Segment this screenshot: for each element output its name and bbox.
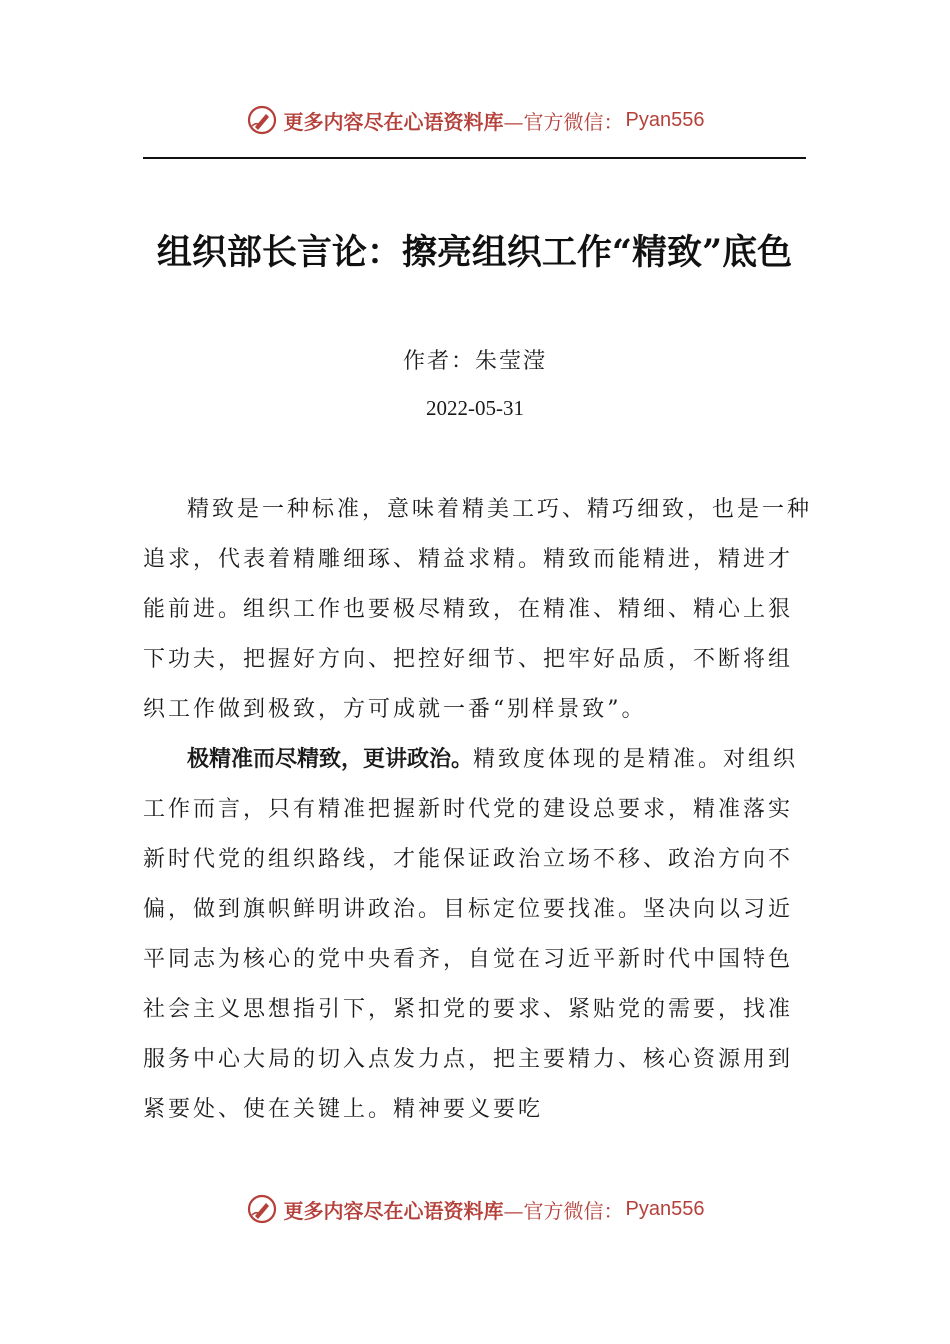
header-divider <box>143 157 806 159</box>
paragraph-1: 精致是一种标准，意味着精美工巧、精巧细致，也是一种追求，代表着精雕细琢、精益求精。精致而能精进，精进才能前进。组织工作也要极尽精致，在精准、精细、精心上狠下功夫，把握好方向、把控好细节、把牢好品质，不断将组织工作做到极致，方可成就一番“别样景致”。 <box>143 497 813 722</box>
pen-circle-logo-icon <box>246 1193 278 1225</box>
banner-sub-text: —官方微信： <box>503 109 624 134</box>
paragraph-2-lead: 极精准而尽精致，更讲政治。 <box>187 747 474 772</box>
article-title: 组织部长言论：擦亮组织工作“精致”底色 <box>156 232 793 273</box>
footer-banner-main-text: 更多内容尽在心语资料库 <box>283 1198 504 1223</box>
footer-banner <box>0 1193 950 1225</box>
footer-banner-wechat-id: Pyan556 <box>625 1197 705 1220</box>
article-body <box>143 485 813 1135</box>
pen-circle-logo-icon <box>246 104 278 136</box>
paragraph-2 <box>143 735 813 1135</box>
article-author: 作者：朱莹滢 <box>402 349 547 374</box>
footer-banner-sub-text: —官方微信： <box>503 1198 624 1223</box>
banner-wechat-id: Pyan556 <box>625 108 705 131</box>
article-date: 2022-05-31 <box>426 396 524 420</box>
paragraph-2-text: 精致度体现的是精准。对组织工作而言，只有精准把握新时代党的建设总要求，精准落实新时代党的组织路线，才能保证政治立场不移、政治方向不偏，做到旗帜鲜明讲政治。目标定位要找准。坚决向以习近平同志为核心的党中央看齐，自觉在习近平新时代中国特色社会主义思想指引下，紧扣党的要求、紧贴党的需要，找准服务中心大局的切入点发力点，把主要精力、核心资源用到紧要处、使在关键上。精神要义要吃 <box>143 747 799 1122</box>
banner-main-text: 更多内容尽在心语资料库 <box>283 109 504 134</box>
header-banner <box>0 104 950 136</box>
